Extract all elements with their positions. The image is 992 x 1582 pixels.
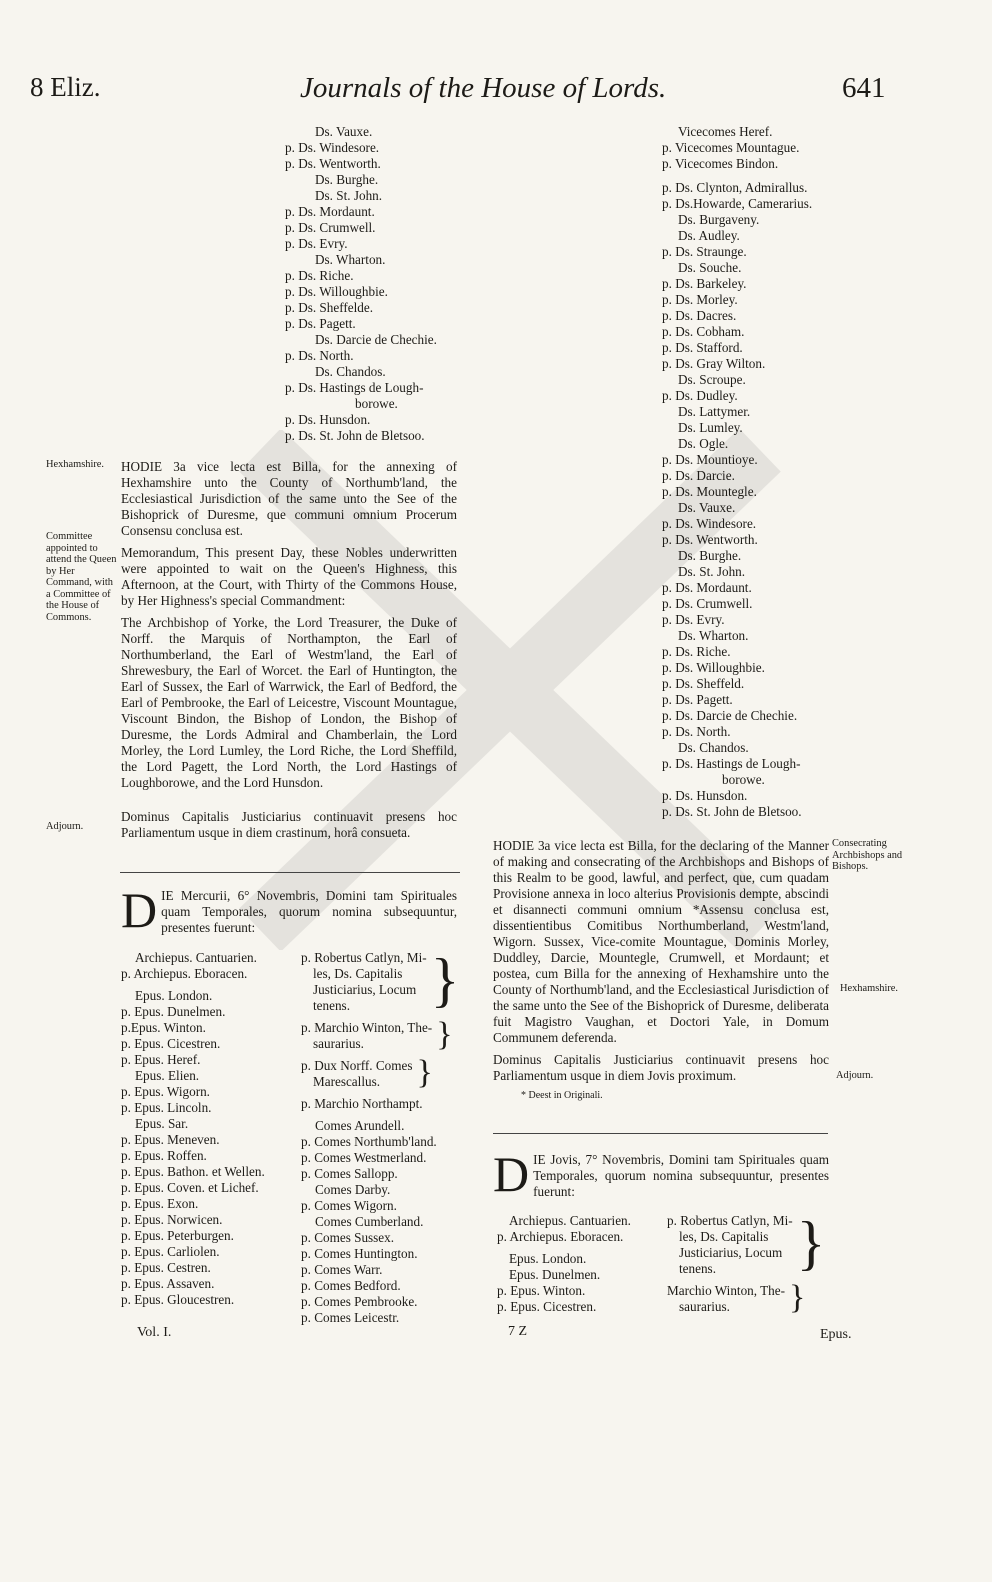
list-item: p. Archiepus. Eboracen. bbox=[497, 1229, 624, 1244]
list-item: p. Ds. Evry. bbox=[662, 612, 725, 627]
list-item: Marescallus. bbox=[313, 1074, 381, 1089]
paragraph-memorandum: Memorandum, This present Day, these Nobles underwritten were appointed to wait on the Queen's Highness, this Afternoon, at the Court, with Thirty of the Commons House, by Her Highness's special Commandment: bbox=[121, 545, 457, 608]
list-item: p. Ds. Stafford. bbox=[662, 340, 743, 355]
list-item: Comes Cumberland. bbox=[315, 1214, 424, 1229]
list-item: p. Robertus Catlyn, Mi- bbox=[301, 950, 427, 965]
list-item: Justiciarius, Locum bbox=[313, 982, 417, 997]
list-item: Justiciarius, Locum bbox=[679, 1245, 783, 1260]
bishops-list-jovis bbox=[497, 1213, 657, 1315]
list-item: p. Ds. Sheffeld. bbox=[662, 676, 745, 691]
list-item: p. Ds. Darcie de Chechie. bbox=[662, 708, 798, 723]
list-item: p. Comes Warr. bbox=[301, 1262, 383, 1277]
left-column-text bbox=[121, 459, 457, 841]
list-item: p. Ds. Wentworth. bbox=[285, 156, 381, 171]
list-item: p. Comes Pembrooke. bbox=[301, 1294, 418, 1309]
list-item: p. Epus. Coven. et Lichef. bbox=[121, 1180, 259, 1195]
list-item: p. Ds. Barkeley. bbox=[662, 276, 747, 291]
section-divider bbox=[493, 1133, 828, 1134]
list-item: p. Ds. Pagett. bbox=[662, 692, 733, 707]
temporal-lords-list bbox=[301, 947, 466, 1326]
list-item: p. Vicecomes Bindon. bbox=[662, 156, 779, 171]
list-item: p. Ds. Mountegle. bbox=[662, 484, 757, 499]
list-item: p. Epus. Gloucestren. bbox=[121, 1292, 235, 1307]
sidenote-adjourn-2: Adjourn. bbox=[836, 1070, 874, 1081]
list-item: p. Ds. Sheffelde. bbox=[285, 300, 374, 315]
list-item: p. Comes Northumb'land. bbox=[301, 1134, 437, 1149]
list-item: p. Ds. Mordaunt. bbox=[662, 580, 752, 595]
list-item: Archiepus. Cantuarien. bbox=[509, 1213, 631, 1228]
list-item bbox=[662, 172, 862, 180]
list-item: Comes Darby. bbox=[315, 1182, 391, 1197]
list-item: Epus. Sar. bbox=[135, 1116, 189, 1131]
peers-list-right bbox=[662, 124, 862, 820]
list-item: Ds. Souche. bbox=[678, 260, 742, 275]
list-item: p. Ds.Howarde, Camerarius. bbox=[662, 196, 813, 211]
list-item: p. Ds. Cobham. bbox=[662, 324, 745, 339]
list-item: Marchio Winton, The- bbox=[667, 1283, 786, 1298]
header-title: Journals of the House of Lords. bbox=[300, 72, 667, 104]
list-item: Ds. Scroupe. bbox=[678, 372, 746, 387]
section-divider bbox=[120, 872, 460, 873]
bishops-list bbox=[121, 950, 296, 1308]
brace-glyph: } bbox=[436, 1016, 453, 1053]
list-item: p. Ds. Crumwell. bbox=[285, 220, 376, 235]
list-item: p. Comes Sallopp. bbox=[301, 1166, 398, 1181]
brace-glyph: } bbox=[789, 1279, 806, 1316]
temporal-list-jovis bbox=[667, 1210, 837, 1316]
list-item: p. Vicecomes Mountague. bbox=[662, 140, 800, 155]
drop-cap: D bbox=[121, 882, 158, 938]
list-item: p. Ds. Dudley. bbox=[662, 388, 738, 403]
list-item: p. Ds. Riche. bbox=[285, 268, 354, 283]
paragraph-adjourn-2: Dominus Capitalis Justiciarius continuavit presens hoc Parliamentum usque in diem Jovis proximum. bbox=[493, 1052, 829, 1083]
list-item: p. Comes Bedford. bbox=[301, 1278, 401, 1293]
list-item: p. Marchio Northampt. bbox=[301, 1096, 423, 1111]
list-item: Ds. Burgaveny. bbox=[678, 212, 760, 227]
list-item: Epus. Elien. bbox=[135, 1068, 200, 1083]
list-item: Ds. Burghe. bbox=[678, 548, 742, 563]
winton-entry bbox=[301, 1016, 466, 1053]
list-item: p. Epus. Roffen. bbox=[121, 1148, 207, 1163]
list-item: p. Dux Norff. Comes bbox=[301, 1058, 413, 1073]
list-item: p. Epus. Cestren. bbox=[121, 1260, 211, 1275]
list-item: Epus. Dunelmen. bbox=[509, 1267, 601, 1282]
volume-label: Vol. I. bbox=[137, 1325, 172, 1340]
paragraph-hexhamshire-bill: HODIE 3a vice lecta est Billa, for the annexing of Hexhamshire unto the County of Northumb'land, the Ecclesiastical Jurisdiction of the same unto the See of the Bishoprick of Duresme, que communi omnium Procerum Consensu conclusa est. bbox=[121, 459, 457, 538]
winton-entry bbox=[667, 1279, 837, 1316]
list-item: p. Ds. Riche. bbox=[662, 644, 731, 659]
list-item: p. Robertus Catlyn, Mi- bbox=[667, 1213, 793, 1228]
list-item: p. Ds. Clynton, Admirallus. bbox=[662, 180, 808, 195]
list-item: p. Ds. Pagett. bbox=[285, 316, 356, 331]
list-item: p. Ds. Windesore. bbox=[662, 516, 757, 531]
list-item: p. Epus. Meneven. bbox=[121, 1132, 220, 1147]
temporal-rest bbox=[301, 1096, 466, 1326]
peers-list-top bbox=[285, 124, 465, 444]
list-item: tenens. bbox=[679, 1261, 716, 1276]
list-item: Ds. Chandos. bbox=[678, 740, 749, 755]
paragraph-die-jovis: IE Jovis, 7° Novembris, Domini tam Spirituales quam Temporales, quorum nomina subsequuntur, presentes fuerunt: bbox=[533, 1152, 829, 1199]
list-item: p. Ds. Evry. bbox=[285, 236, 348, 251]
list-item: Ds. Wharton. bbox=[315, 252, 386, 267]
list-item: Ds. Chandos. bbox=[315, 364, 386, 379]
list-item: p. Epus. Dunelmen. bbox=[121, 1004, 226, 1019]
sidenote-adjourn: Adjourn. bbox=[46, 821, 84, 832]
catchword: Epus. bbox=[820, 1327, 852, 1342]
list-item: p. Archiepus. Eboracen. bbox=[121, 966, 248, 981]
list-item: Archiepus. Cantuarien. bbox=[135, 950, 257, 965]
list-item: p. Comes Westmerland. bbox=[301, 1150, 427, 1165]
list-item: p. Ds. Dacres. bbox=[662, 308, 737, 323]
die-jovis-heading bbox=[493, 1146, 829, 1202]
list-item: Ds. Ogle. bbox=[678, 436, 729, 451]
list-item: p. Ds. Windesore. bbox=[285, 140, 380, 155]
sidenote-hexhamshire-2: Hexhamshire. bbox=[840, 983, 898, 994]
list-item: p. Comes Wigorn. bbox=[301, 1198, 397, 1213]
paragraph-adjourn: Dominus Capitalis Justiciarius continuavit presens hoc Parliamentum usque in diem crastinum, horâ consueta. bbox=[121, 809, 457, 840]
list-item: p. Epus. Exon. bbox=[121, 1196, 199, 1211]
list-item: Ds. Wharton. bbox=[678, 628, 749, 643]
list-item: p. Ds. St. John de Bletsoo. bbox=[662, 804, 802, 819]
right-column-text bbox=[493, 838, 829, 1104]
list-item: p. Ds. North. bbox=[662, 724, 731, 739]
list-item: p.Epus. Winton. bbox=[121, 1020, 206, 1035]
list-item: p. Ds. Darcie. bbox=[662, 468, 735, 483]
list-item: p. Comes Leicestr. bbox=[301, 1310, 400, 1325]
list-item: Ds. Lumley. bbox=[678, 420, 743, 435]
list-item: p. Epus. Norwicen. bbox=[121, 1212, 223, 1227]
catlyn-entry bbox=[667, 1210, 837, 1277]
list-item: p. Marchio Winton, The- bbox=[301, 1020, 433, 1035]
list-item: les, Ds. Capitalis bbox=[679, 1229, 769, 1244]
list-item: saurarius. bbox=[313, 1036, 364, 1051]
header-regnal-year: 8 Eliz. bbox=[30, 72, 101, 102]
list-item: tenens. bbox=[313, 998, 350, 1013]
list-item: p. Epus. Carliolen. bbox=[121, 1244, 220, 1259]
footnote: * Deest in Originali. bbox=[521, 1090, 603, 1101]
brace-glyph: } bbox=[430, 947, 460, 1013]
page-header bbox=[0, 72, 992, 116]
die-mercurii-heading bbox=[121, 882, 457, 938]
list-item: p. Epus. Lincoln. bbox=[121, 1100, 212, 1115]
page-number: 641 bbox=[842, 72, 886, 104]
paragraph-die-mercurii: IE Mercurii, 6° Novembris, Domini tam Spirituales quam Temporales, quorum nomina subsequuntur, presentes fuerunt: bbox=[161, 888, 457, 935]
list-item: p. Epus. Heref. bbox=[121, 1052, 201, 1067]
list-item: p. Ds. Straunge. bbox=[662, 244, 747, 259]
sidenote-consecrating: Consecrating Archbishops and Bishops. bbox=[832, 838, 903, 872]
list-item: p. Ds. Crumwell. bbox=[662, 596, 753, 611]
paragraph-consecrating-bill: HODIE 3a vice lecta est Billa, for the declaring of the Manner of making and consecrating of the Archbishops and Bishops of this Realm to be good, lawful, and perfect, que, cum quadam Provisione annexa in loco alterius Provisionis dempte, abscindi et disannecti communi omnium *Assensu conclusa est, dissentientibus Comitibus Northumberland, Westm'land, Wigorn. Sussex, Vice-comite Mountague, Dominis Morley, Duddley, Darcie, Mountegle, Crumwell, et Mordaunt; et postea, cum Billa for the annexing of Hexhamshire unto the County of Northumb'land, and the Ecclesiastical Jurisdiction of the same unto the See of the Bishoprick of Duresme, deliberata fuit Magistro Vaughan, et Doctori Yale, in Domum Communem deferenda. bbox=[493, 838, 829, 1045]
sidenote-hexhamshire: Hexhamshire. bbox=[46, 459, 104, 470]
drop-cap: D bbox=[493, 1146, 530, 1202]
list-item: Comes Arundell. bbox=[315, 1118, 405, 1133]
list-item: Epus. London. bbox=[509, 1251, 587, 1266]
list-item: Vicecomes Heref. bbox=[678, 124, 773, 139]
list-item: p. Epus. Wigorn. bbox=[121, 1084, 210, 1099]
list-item: p. Ds. Willoughbie. bbox=[285, 284, 388, 299]
list-item: p. Epus. Assaven. bbox=[121, 1276, 215, 1291]
list-item: p. Ds. Hunsdon. bbox=[285, 412, 371, 427]
list-item: borowe. bbox=[722, 772, 765, 787]
sidenote-committee: Committee appointed to attend the Queen by Her Command, with a Committee of the House of Commons. bbox=[46, 531, 117, 623]
list-item: p. Epus. Winton. bbox=[497, 1283, 586, 1298]
list-item: p. Ds. Hastings de Lough- bbox=[662, 756, 801, 771]
list-item: les, Ds. Capitalis bbox=[313, 966, 403, 981]
list-item: Ds. Burghe. bbox=[315, 172, 379, 187]
list-item: saurarius. bbox=[679, 1299, 730, 1314]
list-item: p. Comes Huntington. bbox=[301, 1246, 418, 1261]
list-item: Ds. Darcie de Chechie. bbox=[315, 332, 437, 347]
list-item: Ds. Vauxe. bbox=[678, 500, 736, 515]
list-item: p. Epus. Bathon. et Wellen. bbox=[121, 1164, 265, 1179]
list-item: p. Ds. Hastings de Lough- bbox=[285, 380, 424, 395]
list-item: Ds. Lattymer. bbox=[678, 404, 751, 419]
list-item: Ds. St. John. bbox=[678, 564, 746, 579]
list-item: Epus. London. bbox=[135, 988, 213, 1003]
list-item: p. Ds. Morley. bbox=[662, 292, 738, 307]
list-item: p. Ds. Wentworth. bbox=[662, 532, 758, 547]
list-item: p. Ds. Willoughbie. bbox=[662, 660, 765, 675]
list-item: p. Epus. Cicestren. bbox=[121, 1036, 221, 1051]
list-item: p. Ds. North. bbox=[285, 348, 354, 363]
list-item: p. Ds. Gray Wilton. bbox=[662, 356, 766, 371]
list-item: p. Epus. Cicestren. bbox=[497, 1299, 597, 1314]
brace-glyph: } bbox=[416, 1054, 433, 1091]
signature-mark: 7 Z bbox=[508, 1324, 528, 1339]
paragraph-committee-members: The Archbishop of Yorke, the Lord Treasurer, the Duke of Norff. the Marquis of Northampton, the Earl of Northumberland, the Earl of Westm'land, the Earl of Shrewesbury, the Earl of Worcet. the Earl of Huntington, the Earl of Sussex, the Earl of Warrwick, the Earl of Bedford, the Earl of Pembrooke, the Earl of Leicestre, Viscount Mountague, Viscount Bindon, the Bishop of London, the Bishop of Duresme, the Lords Admiral and Chamberlain, the Lord Morley, the Lord Lumley, the Lord Riche, the Lord Sheffild, the Lord Pagett, the Lord North, the Lord Hastings of Loughborowe, and the Lord Hunsdon. bbox=[121, 615, 457, 790]
catlyn-entry bbox=[301, 947, 466, 1014]
list-item: Ds. St. John. bbox=[315, 188, 383, 203]
list-item: p. Ds. Mordaunt. bbox=[285, 204, 375, 219]
dux-entry bbox=[301, 1054, 466, 1091]
list-item: p. Ds. St. John de Bletsoo. bbox=[285, 428, 425, 443]
list-item: p. Epus. Peterburgen. bbox=[121, 1228, 234, 1243]
list-item: Ds. Vauxe. bbox=[315, 124, 373, 139]
list-item: borowe. bbox=[355, 396, 398, 411]
list-item: Ds. Audley. bbox=[678, 228, 740, 243]
brace-glyph: } bbox=[796, 1210, 826, 1276]
list-item: p. Ds. Hunsdon. bbox=[662, 788, 748, 803]
list-item: p. Comes Sussex. bbox=[301, 1230, 395, 1245]
list-item: p. Ds. Mountioye. bbox=[662, 452, 758, 467]
